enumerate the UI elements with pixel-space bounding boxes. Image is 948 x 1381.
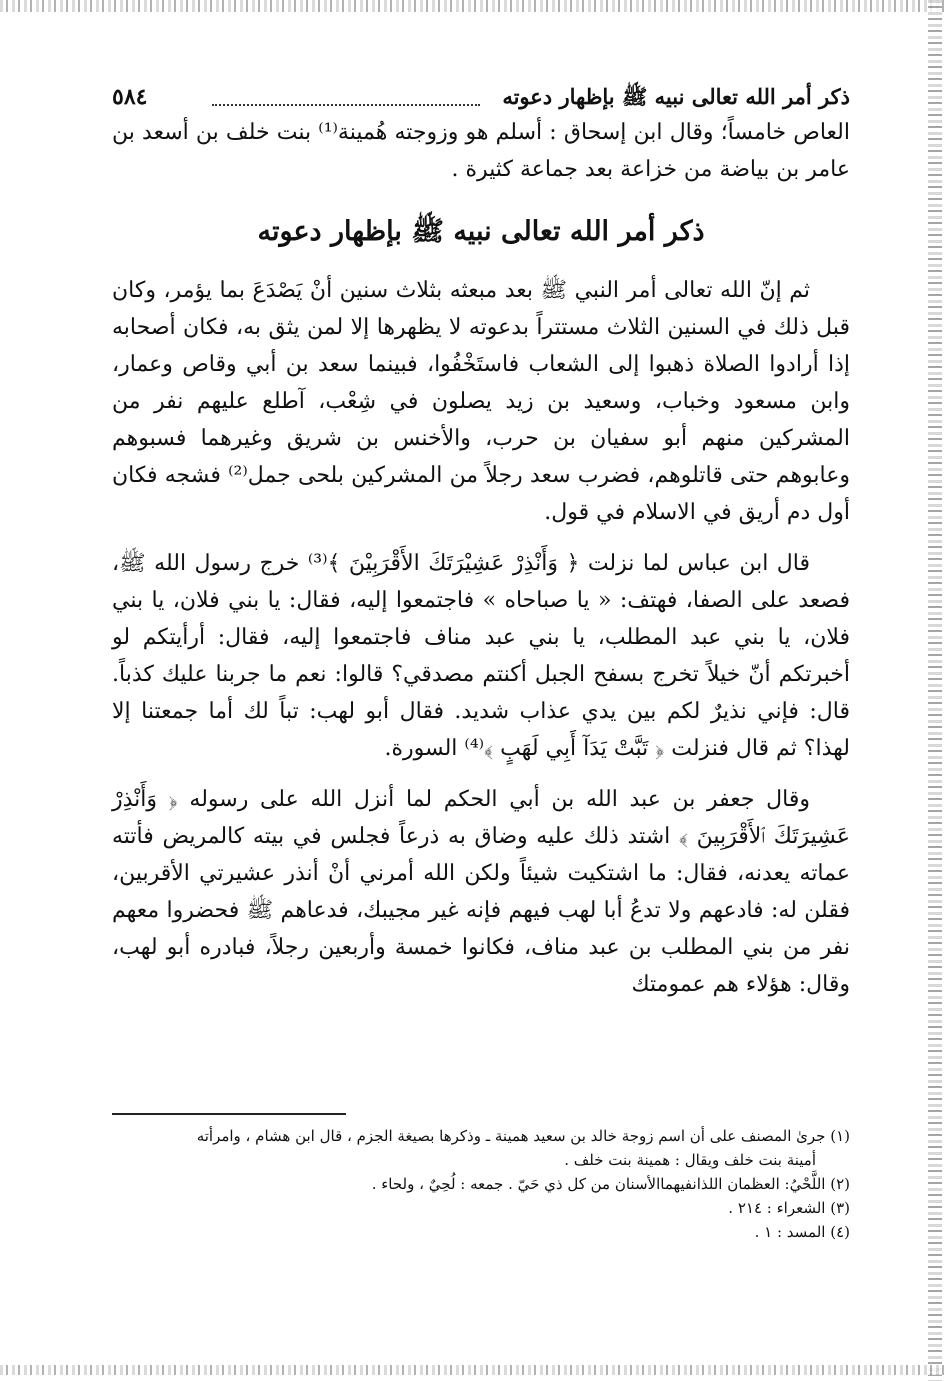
footnote-4: (٤) المسد : ١ . [754,1223,850,1241]
footnote-1-continuation: أمينة بنت خلف ويقال : همينة بنت خلف . [564,1151,816,1169]
intro-paragraph: العاص خامساً؛ وقال ابن إسحاق : أسلم هو وزوجته هُمينة⁽¹⁾ بنت خلف بن أسعد بن عامر بن بياضة من خزاعة بعد جماعة كثيرة . [112,120,850,182]
decorative-border-bottom [0,1365,948,1375]
page-content [112,78,850,1003]
paragraph-3: وقال جعفر بن عبد الله بن أبي الحكم لما أنزل الله على رسوله ﴿ وَأَنْذِرْ عَشِيرَتَكَ ٱلأَقْرَبِينَ ﴾ اشتد ذلك عليه وضاق به ذرعاً فجلس في بيته كالمريض فأتته عماته يعدنه، فقال: ما اشتكيت شيئاً ولكن الله أمرني أنْ أنذر عشيرتي الأقربين، فقلن له: فادعهم ولا تدعُ أبا لهب فيهم فإنه غير مجيبك، فدعاهم ﷺ فحضروا معهم نفر من بني المطلب بن عبد مناف، فكانوا خمسة وأربعين رجلاً، فبادره أبو لهب، وقال: هؤلاء هم عمومتك [112,787,851,997]
footnote-1: (١) جرىٰ المصنف على أن اسم زوجة خالد بن سعيد همينة ـ وذكرها بصيغة الجزم ، قال ابن هشام ، وامرأته [196,1127,850,1145]
paragraph-2: قال ابن عباس لما نزلت ﴿ وَأَنْذِرْ عَشِيْرَتَكَ الأَقْرَبِيْنَ ﴾⁽³⁾ خرج رسول الله ﷺ، فصعد على الصفا، فهتف: « يا صباحاه » فاجتمعوا إليه، فقال: يا بني فلان، يا بني فلان، يا بني عبد المطلب، يا بني عبد مناف فاجتمعوا إليه، فقال: أرأيتكم لو أخبرتكم أنّ خيلاً تخرج بسفح الجبل أكنتم مصدقي؟ قالوا: نعم ما جربنا عليك كذباً. قال: فإني نذيرٌ لكم بين يدي عذاب شديد. فقال أبو لهب: تباً لك أما جمعتنا إلا لهذا؟ ثم قال فنزلت ﴿ تَبَّتْ يَدَآ أَبِي لَهَبٍ ﴾⁽⁴⁾ السورة. [112,551,850,761]
paragraph-1: ثم إنّ الله تعالى أمر النبي ﷺ بعد مبعثه بثلاث سنين أنْ يَصْدَعَ بما يؤمر، وكان قبل ذلك في السنين الثلاث مستتراً بدعوته لا يظهرها إلا لمن يثق به، فكان أصحابه إذا أرادوا الصلاة ذهبوا إلى الشعاب فاستَخْفُوا، فبينما سعد بن أبي وقاص وعمار، وابن مسعود وخباب، وسعيد بن زيد يصلون في شِعْب، آطلع عليهم نفر من المشركين منهم أبو سفيان بن حرب، والأخنس بن شريق وغيرهما فسبوهم وعابوهم حتى قاتلوهم، فضرب سعد رجلاً من المشركين بلحى جمل⁽²⁾ فشجه فكان أول دم أريق في الاسلام في قول. [112,278,850,525]
footnote-3: (٣) الشعراء : ٢١٤ . [728,1199,850,1217]
running-header-title: ذكر أمر الله تعالى نبيه ﷺ بإظهار دعوته [502,84,850,109]
footnote-divider [112,1113,346,1115]
running-header [112,78,850,114]
footnote-2: (٢) اللَّحْيُ: العظمان اللذانفيهماالأسنان من كل ذي حَيّ . جمعه : لُحِيٌ ، ولحاء . [371,1175,850,1193]
decorative-border-right [928,0,942,1381]
header-dotted-leader [212,104,480,106]
page-number: ٥٨٤ [112,84,148,110]
decorative-border-top [0,0,948,12]
footnotes [112,1124,850,1244]
section-title: ذكر أمر الله تعالى نبيه ﷺ بإظهار دعوته [257,216,705,247]
